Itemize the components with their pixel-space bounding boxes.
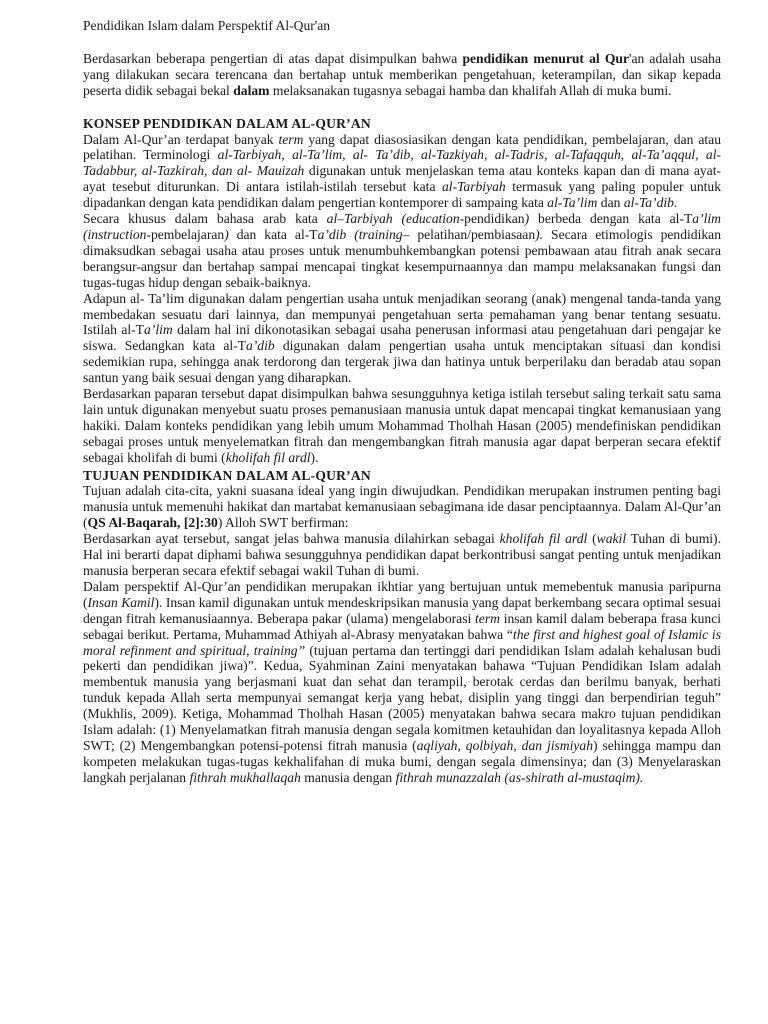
intro-paragraph [83,51,721,99]
paragraph-tarbiyah [83,211,721,291]
document-page [83,18,721,786]
text-run: digunakan dalam pengertian usaha untuk menciptakan situasi dan kondisi sedemikian rupa, sehingga anak terdorong dan tergerak jiwa dan hatinya untuk berperilaku dan beradab atau sopan santun yang baik sesuai dengan yang diharapkan. [83,338,721,386]
text-run: 'an adalah usaha yang dilakukan secara terencana dan bertahap untuk memberikan pengetahuan, keterampilan, dan sikap kepada peserta didik sebagai bekal [83,50,722,98]
bold-text: pendidikan menurut al Qur [462,50,629,66]
paragraph-conclusion [83,386,721,466]
text-run: melaksanakan tugasnya sebagai hamba dan khalifah Allah di muka bumi. [269,82,672,98]
text-run: Tujuan adalah cita-cita, yakni suasana ideal yang ingin diwujudkan. Pendidikan merupakan instrumen penting bagi manusia untuk memenuhi hakikat dan martabat kemanusiaan sebagimana ide dasar penciptaannya. Dalam Al-Qur’an ( [83,483,721,531]
italic-text: a’dib (training [317,226,403,242]
italic-text: the first and highest goal of Islamic is moral refinment and spiritual, training” [83,626,721,658]
italic-text: a’lim [144,322,173,338]
italic-text: aqliyah, qolbiyah, dan jismiyah [416,737,594,753]
italic-text: kholifah fil ardl [499,531,588,547]
text-run: yang dapat diasosiasikan dengan kata pendidikan, pembelajaran, dan atau pelatihan. Terminologi [83,131,722,163]
bold-text: QS Al-Baqarah, [2]:30 [87,515,218,531]
paragraph-kholifah [83,531,721,579]
text-run: berbeda dengan kata al-T [529,211,693,227]
text-run: -pembelajaran [146,226,225,242]
text-run: Dalam perspektif Al-Qur’an pendidikan merupakan ikhtiar yang bertujuan untuk memebentuk manusia paripurna ( [83,578,721,610]
italic-text: ) [224,226,229,242]
text-run: Adapun al- Ta’lim digunakan dalam pengertian usaha untuk menjadikan seorang (anak) mengenal tanda-tanda yang membedakan sesuatu dari lainnya, dan mempunyai pengetahuan serta pemahaman yang benar tentang sesuatu. Istilah al-T [83,290,721,338]
italic-text: fithrah munazzalah (as-shirath al-mustaqim). [395,769,644,785]
italic-text: al-Ta’dib. [623,195,678,211]
text-run: ) sehingga mampu dan kompeten melakukan tugas-tugas kekhalifahan di muka bumi, dengan segala dimensinya; dan (3) Menyelaraskan langkah perjalanan [83,737,721,785]
text-run: manusia dengan [300,769,396,785]
italic-text: a’lim (instruction [83,211,721,242]
italic-text: fithrah mukhallaqah [189,769,301,785]
italic-text: term [475,610,500,626]
document-title: Pendidikan Islam dalam Perspektif Al-Qur'an [83,18,331,33]
paragraph-talim [83,291,721,386]
text-run: ) Alloh SWT berfirman: [217,515,349,531]
italic-text: ). [535,226,544,242]
section-heading-tujuan: TUJUAN PENDIDIKAN DALAM AL-QUR’AN [83,467,371,483]
text-run: insan kamil dalam beberapa frasa kunci sebagai berikut. Pertama, Muhammad Athiyah al-Abrasy menyatakan bahwa “ [83,610,721,642]
italic-text: term [278,131,304,147]
text-run: termasuk yang paling populer untuk dipadankan dengan kata pendidikan dalam pengertian kontemporer di sampaing kata [83,179,721,211]
text-run: (tujuan pertama dan tertinggi dari pendidikan Islam adalah kehalusan budi pekerti dan pendidikan jiwa)”. Kedua, Syahminan Zaini menyatakan bahawa “Tujuan Pendidikan Islam adalah membentuk manusia yang berjasmani kuat dan sehat dan terampil, berotak cerdas dan berilmu banyak, berhati tunduk kepada Allah serta mempunyai semangat kerja yang hebat, disiplin yang tinggi dan berpendirian teguh” (Mukhlis, 2009). Ketiga, Mohammad Tholhah Hasan (2005) menyatakan bahwa secara makro tujuan pendidikan Islam adalah: (1) Menyelamatkan fitrah manusia dengan segala komitmen ketauhidan dan loyalitasnya kepada Alloh SWT; (2) Mengembangkan potensi-potensi fitrah manusia ( [83,642,721,753]
bold-text: dalam [233,82,270,98]
text-run: dalam hal ini dikonotasikan sebagai usaha penerusan informasi atau pengetahuan dari pengajar ke siswa. Sedangkan kata al-T [83,322,721,354]
paragraph-insan-kamil [83,579,721,786]
text-run: dan [597,195,624,211]
paragraph-tujuan [83,483,721,531]
text-run: -pendidikan [459,211,525,227]
text-run: ). [310,449,319,465]
text-run: Berdasarkan paparan tersebut dapat disimpulkan bahwa sesungguhnya ketiga istilah tersebut saling terkait satu sama lain untuk digunakan menyebut suatu proses pemanusiaan manusia untuk dapat mencapai tingkat kemanusiaan yang hakiki. Dalam konteks pendidikan yang lebih umum Mohammad Tholhah Hasan (2005) mendefiniskan pendidikan sebagai proses untuk menyelematkan fitrah dan mengembangkan fitrah manusia agar dapat berperan secara efektif sebagai kholifah di bumi ( [83,386,721,465]
italic-text: ) [524,211,530,227]
text-run: ( [587,531,597,547]
text-run: Berdasarkan ayat tersebut, sangat jelas bahwa manusia dilahirkan sebagai [83,531,500,547]
italic-text: kholifah fil ardl [225,449,311,465]
italic-text: a’dib [245,338,275,354]
italic-text: al–Tarbiyah (education [326,211,460,227]
text-run: dan kata al-T [228,226,318,242]
text-run: Secara khusus dalam bahasa arab kata [83,211,327,227]
italic-text: wakil [596,531,627,547]
italic-text: al-Tarbiyah [442,179,506,195]
text-run: – pelatihan/pembiasaan [402,226,536,242]
italic-text: al-Tarbiyah, al-Ta’lim, al- Ta’dib, al-Tazkiyah, al-Tadris, al-Tafaqquh, al-Ta’aqqul, al-Tadabbur, al-Tazkirah, dan al- Mauizah [83,147,722,179]
paragraph-terminology [83,132,721,212]
italic-text: al-Ta’lim [547,195,598,211]
text-run: Secara etimologis pendidikan dimaksudkan sebagai usaha atau proses untuk menumbuhkembangkan potensi pembawaan atau fitrah anak secara berangsur-angsur dan bertahap sampai mencapai tingkat kesempurnaannya dan mampu melaksanakan fungsi dan tugas-tugas hidup dengan sebaik-baiknya. [83,226,722,290]
text-run: ). Insan kamil digunakan untuk mendeskripsikan manusia yang dapat berkembang secara optimal sesuai dengan fitrah kemanusiaannya. Beberapa pakar (ulama) mengelaborasi [83,594,721,626]
italic-text: Insan Kamil [87,594,155,610]
section-heading-konsep: KONSEP PENDIDIKAN DALAM AL-QUR’AN [83,115,371,131]
text-run: Tuhan di bumi). Hal ini berarti dapat diphami bahwa sesungguhnya pendidikan dapat berkontribusi sangat penting untuk menjadikan manusia berperan secara efektif sebagai wakil Tuhan di bumi. [83,531,721,578]
text-run: Dalam Al-Qur’an terdapat banyak [83,131,279,147]
text-run: digunakan untuk menjelaskan tema atau konteks kapan dan di mana ayat-ayat tesebut diturunkan. Di antara istilah-istilah tersebut kata [83,163,721,195]
text-run: Berdasarkan beberapa pengertian di atas dapat disimpulkan bahwa [83,50,463,66]
